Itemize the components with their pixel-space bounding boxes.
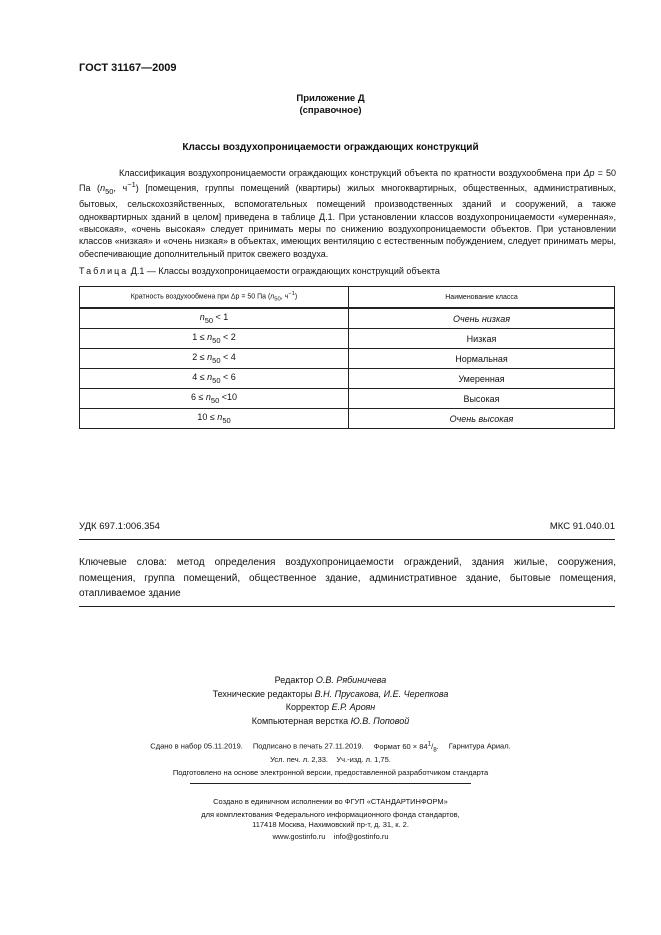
paragraph-subscript: 50 xyxy=(105,187,114,197)
body-paragraph xyxy=(79,167,616,260)
paragraph-n: n xyxy=(100,183,106,194)
table-row xyxy=(80,329,615,349)
paragraph-text: ) [помещения, группы помещений (квартиры) жилых многоквартирных, общественных, административных, бытовых, сельскохозяйственных, вспомогательных помещений производственных зданий и сооружений, а также одноквартирных зданий в целом] приведена в таблице Д.1. При установлении классов воздухопроницаемости «умеренная», «высокая», «очень высокая» следует принимать меры по снижению воздухопроницаемости объектов. При установлении классов «низкая» и «очень низкая» в объектах, имеющих вентиляцию с естественным побуждением, следует принимать меры, обеспечивающие дополнительный приток свежего воздуха. xyxy=(79,183,616,259)
table-row xyxy=(80,369,615,389)
keywords: Ключевые слова: метод определения воздухопроницаемости ограждений, здания жилые, сооружения, помещения, группа помещений, общественное здание, административное здание, бытовые помещения, отапливаемое здание xyxy=(79,557,616,599)
section-title: Классы воздухопроницаемости ограждающих конструкций xyxy=(182,142,479,153)
signed-date: Подписано в печать 27.11.2019. xyxy=(252,741,364,751)
row-class: Очень высокая xyxy=(349,409,615,429)
row-range: $6 \le n_{50} <10$ xyxy=(80,389,349,409)
row-range: $1 \le n_{50} < 2$ xyxy=(80,329,349,349)
paragraph-superscript: −1 xyxy=(127,180,136,190)
row-class: Умеренная xyxy=(349,369,615,389)
row-range: $10 \le n_{50}$ xyxy=(80,409,349,429)
paragraph-text: = 50 Па ( xyxy=(79,168,616,194)
table-caption-label: Таблица xyxy=(79,266,129,276)
publishing-info xyxy=(0,740,661,753)
paragraph-text: Классификация воздухопроницаемости ограждающих конструкций объекта по кратности воздухообмена при xyxy=(119,168,581,178)
divider xyxy=(79,606,615,607)
sent-date: Сдано в набор 05.11.2019. xyxy=(150,741,243,751)
row-class: Высокая xyxy=(349,389,615,409)
table-row xyxy=(80,308,615,329)
row-range: $n_{50} < 1$ xyxy=(80,308,349,329)
row-class: Низкая xyxy=(349,329,615,349)
divider xyxy=(79,539,615,540)
table-caption xyxy=(79,266,619,276)
appendix-subtitle: (справочное) xyxy=(299,105,362,116)
appendix-heading xyxy=(0,93,661,117)
table-row xyxy=(80,409,615,429)
format: Формат $60 \times 84^1/_8$. xyxy=(373,740,439,753)
row-class: Нормальная xyxy=(349,349,615,369)
credits xyxy=(0,674,661,729)
credit-tech-editors: Технические редакторы В.Н. Прусакова, И.Е. Черепкова xyxy=(212,688,449,699)
credit-layout: Компьютерная верстка Ю.В. Поповой xyxy=(251,716,410,727)
row-class: Очень низкая xyxy=(349,308,615,329)
table-caption-text: Д.1 — Классы воздухопроницаемости ограждающих конструкций объекта xyxy=(128,266,440,276)
document-code: ГОСТ 31167—2009 xyxy=(79,62,177,74)
paragraph-text: , ч xyxy=(113,183,128,194)
address: 117418 Москва, Нахимовский пр-т, д. 31, к. 2. www.gostinfo.ru info@gostinfo.ru xyxy=(252,820,409,841)
website-link[interactable]: www.gostinfo.ru xyxy=(272,832,326,841)
header-class-name: Наименование класса xyxy=(349,287,615,309)
email-link[interactable]: info@gostinfo.ru xyxy=(333,832,389,841)
made-note: Создано в единичном исполнении во ФГУП «СТАНДАРТИНФОРМ» для комплектования Федерального информационного фонда стандартов, xyxy=(201,797,460,819)
mks-code: МКС 91.040.01 xyxy=(549,521,615,532)
typeface: Гарнитура Ариал. xyxy=(448,741,511,751)
divider xyxy=(190,783,471,784)
sheets-info: Усл. печ. л. 2,33. Уч.-изд. л. 1,75. xyxy=(270,755,391,764)
credit-proofreader: Корректор Е.Р. Ароян xyxy=(285,702,376,713)
table-row xyxy=(80,389,615,409)
table-row xyxy=(80,349,615,369)
row-range: $4 \le n_{50} < 6$ xyxy=(80,369,349,389)
row-range: $2 \le n_{50} < 4$ xyxy=(80,349,349,369)
classification-table xyxy=(79,286,615,429)
header-air-exchange: Кратность воздухообмена при Δp = 50 Па ($n_{50}$, $ч^{-1}$) xyxy=(80,287,349,309)
table-header-row xyxy=(80,287,615,309)
appendix-title: Приложение Д xyxy=(296,93,365,104)
prepared-note: Подготовлено на основе электронной версии, предоставленной разработчиком стандарта xyxy=(172,768,489,777)
paragraph-delta-p: Δp xyxy=(583,168,595,178)
udk-code: УДК 697.1:006.354 xyxy=(79,521,160,532)
credit-editor: Редактор О.В. Рябиничева xyxy=(274,675,387,685)
